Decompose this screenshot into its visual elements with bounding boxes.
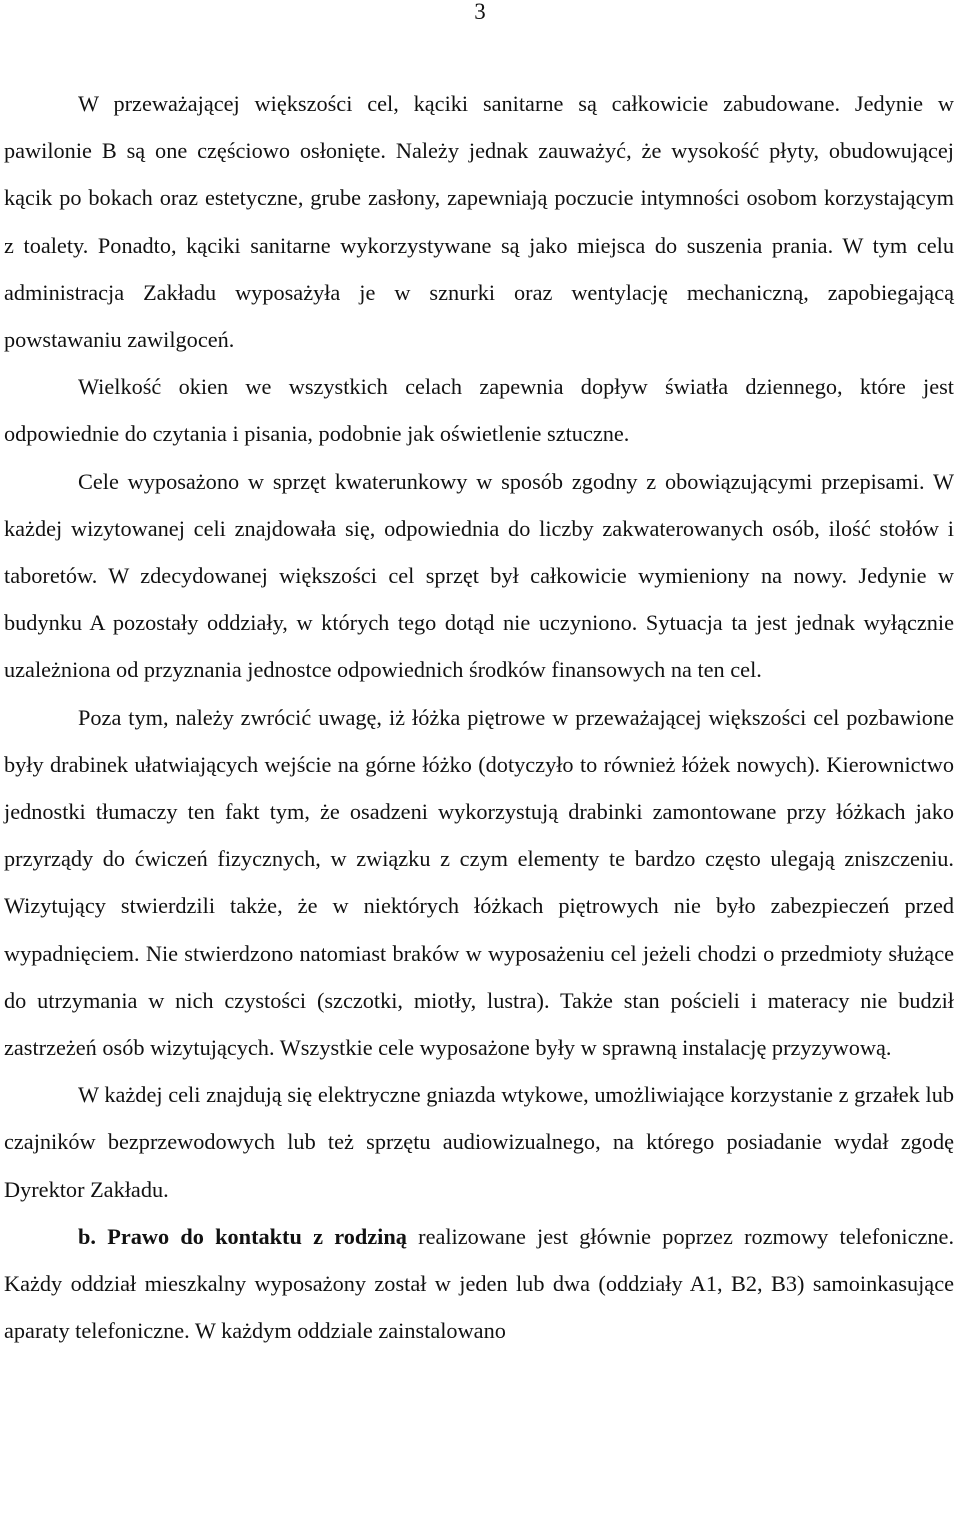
- section-heading: Prawo do kontaktu z rodziną: [107, 1223, 407, 1249]
- paragraph-family-contact: [4, 1213, 954, 1355]
- section-text: realizowane jest głównie poprzez rozmowy telefoniczne. Każdy oddział mieszkalny wyposażony został w jeden lub dwa (oddziały A1, B2, B3) samoinkasujące aparaty telefoniczne. W każdym oddziale zainstalowano: [4, 1223, 955, 1344]
- paragraph-windows-lighting: Wielkość okien we wszystkich celach zapewnia dopływ światła dziennego, które jest odpowiednie do czytania i pisania, podobnie jak oświetlenie sztuczne.: [4, 374, 954, 447]
- paragraph-sanitary-corners: W przeważającej większości cel, kąciki sanitarne są całkowicie zabudowane. Jedynie w pawilonie B są one częściowo osłonięte. Należy jednak zauważyć, że wysokość płyty, obudowującej kącik po bokach oraz estetyczne, grube zasłony, zapewniają poczucie intymności osobom korzystającym z toalety. Ponadto, kąciki sanitarne wykorzystywane są jako miejsca do suszenia prania. W tym celu administracja Zakładu wyposażyła je w sznurki oraz wentylację mechaniczną, zapobiegającą powstawaniu zawilgoceń.: [4, 91, 954, 353]
- paragraph-cell-equipment: Cele wyposażono w sprzęt kwaterunkowy w sposób zgodny z obowiązującymi przepisami. W każdej wizytowanej celi znajdowała się, odpowiednia do liczby zakwaterowanych osób, ilość stołów i taboretów. W zdecydowanej większości cel sprzęt był całkowicie wymieniony na nowy. Jedynie w budynku A pozostały oddziały, w których tego dotąd nie uczyniono. Sytuacja ta jest jednak wyłącznie uzależniona od przyznania jednostce odpowiednich środków finansowych na ten cel.: [4, 468, 954, 683]
- document-body: [4, 80, 954, 1354]
- page-number: 3: [474, 0, 486, 24]
- paragraph-electrical-sockets: W każdej celi znajdują się elektryczne gniazda wtykowe, umożliwiające korzystanie z grzałek lub czajników bezprzewodowych lub też sprzętu audiowizualnego, na którego posiadanie wydał zgodę Dyrektor Zakładu.: [4, 1082, 954, 1202]
- section-label: b.: [78, 1223, 96, 1249]
- paragraph-bunk-beds: Poza tym, należy zwrócić uwagę, iż łóżka piętrowe w przeważającej większości cel pozbawione były drabinek ułatwiających wejście na górne łóżko (dotyczyło to również łóżek nowych). Kierownictwo jednostki tłumaczy ten fakt tym, że osadzeni wykorzystują drabinki zamontowane przy łóżkach jako przyrządy do ćwiczeń fizycznych, w związku z czym elementy te bardzo często ulegają zniszczeniu. Wizytujący stwierdzili także, że w niektórych łóżkach piętrowych nie było zabezpieczeń przed wypadnięciem. Nie stwierdzono natomiast braków w wyposażeniu cel jeżeli chodzi o przedmioty służące do utrzymania w nich czystości (szczotki, miotły, lustra). Także stan pościeli i materacy nie budził zastrzeżeń osób wizytujących. Wszystkie cele wyposażone były w sprawną instalację przyzywową.: [4, 704, 954, 1061]
